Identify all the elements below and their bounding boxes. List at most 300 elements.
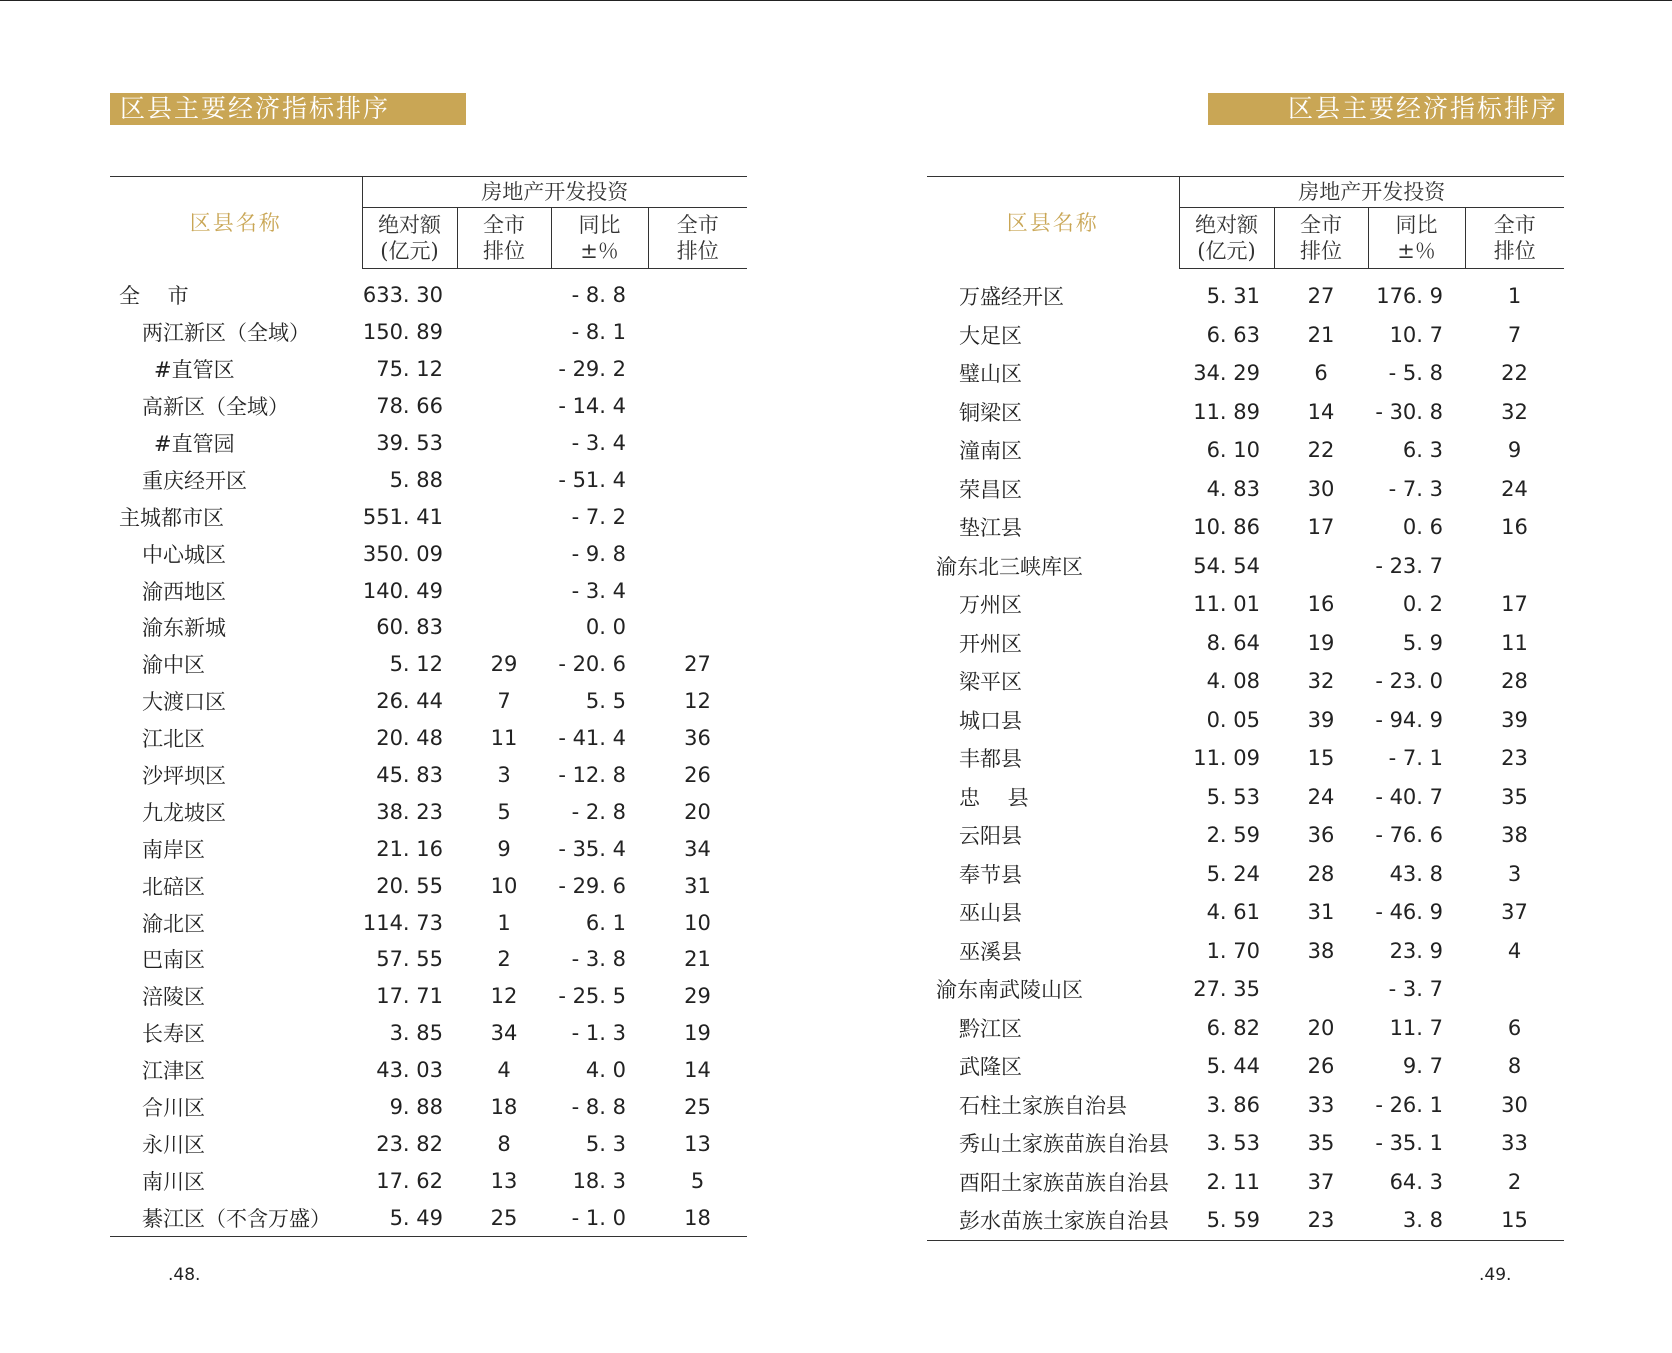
absolute-value-cell: 114. 73	[362, 910, 443, 935]
city-rank-cell: 21	[1307, 322, 1335, 347]
table-body	[927, 269, 1564, 1241]
absolute-value-cell: 150. 89	[362, 320, 443, 345]
city-rank-cell	[1274, 547, 1368, 586]
yoy-rank-cell: 33	[1501, 1131, 1528, 1156]
district-name-cell: 高新区（全域）	[142, 395, 289, 420]
yoy-rank-cell	[648, 572, 747, 609]
yoy-rank-cell: 39	[1501, 707, 1528, 732]
yoy-change-cell: - 35. 1	[1375, 1131, 1443, 1156]
table-row	[927, 932, 1564, 971]
city-rank-cell	[457, 314, 551, 351]
table-row	[927, 739, 1564, 778]
yoy-rank-cell: 21	[684, 947, 711, 972]
absolute-value-cell: 5. 53	[1206, 784, 1260, 809]
yoy-change-cell: - 2. 8	[571, 799, 626, 824]
yoy-rank-cell	[1465, 970, 1564, 1009]
absolute-value-header: 绝对额 (亿元)	[1179, 208, 1274, 269]
yoy-change-cell: - 14. 4	[558, 394, 626, 419]
yoy-change-header: 同比 ±％	[1368, 208, 1465, 269]
city-rank-header: 全市 排位	[457, 208, 551, 269]
yoy-rank-cell: 6	[1507, 1015, 1522, 1040]
district-name-cell: 秀山土家族苗族自治县	[959, 1132, 1169, 1157]
yoy-rank-cell: 22	[1501, 361, 1528, 386]
city-rank-cell: 31	[1307, 900, 1335, 925]
city-rank-cell	[457, 351, 551, 388]
right-page	[927, 0, 1564, 1353]
absolute-value-cell: 140. 49	[362, 578, 443, 603]
district-name-cell: 巴南区	[142, 948, 205, 973]
yoy-rank-cell: 4	[1507, 938, 1522, 963]
district-name-cell: 涪陵区	[142, 985, 205, 1010]
city-rank-cell: 9	[497, 836, 511, 861]
section-banner: 区县主要经济指标排序	[110, 93, 466, 125]
absolute-value-cell: 39. 53	[376, 431, 443, 455]
absolute-value-cell: 1. 70	[1206, 938, 1260, 963]
absolute-value-cell: 6. 82	[1206, 1015, 1260, 1040]
yoy-change-cell: - 7. 2	[571, 504, 626, 529]
district-name-cell: 丰都县	[959, 747, 1022, 772]
yoy-rank-cell: 29	[684, 984, 711, 1009]
district-name-cell: 大渡口区	[142, 690, 226, 715]
city-rank-cell: 5	[497, 799, 511, 824]
table-row	[927, 316, 1564, 355]
yoy-change-cell: 10. 7	[1389, 322, 1443, 347]
yoy-change-cell: - 94. 9	[1375, 707, 1443, 732]
yoy-change-cell: - 41. 4	[558, 726, 626, 751]
district-name-cell: 梁平区	[959, 670, 1022, 695]
yoy-rank-cell	[648, 425, 747, 462]
district-name-cell: 南岸区	[142, 837, 205, 862]
yoy-rank-cell: 11	[1501, 630, 1528, 655]
left-page	[110, 0, 747, 1353]
table-row	[110, 535, 747, 572]
district-name-cell: 全 市	[119, 284, 189, 309]
district-name-cell: 垫江县	[959, 516, 1022, 541]
district-name-cell: 南川区	[142, 1169, 205, 1194]
district-name-cell: 永川区	[142, 1132, 205, 1157]
city-rank-cell: 27	[1307, 284, 1335, 309]
yoy-change-cell: - 23. 7	[1375, 553, 1443, 578]
city-rank-cell	[457, 572, 551, 609]
city-rank-cell: 13	[490, 1168, 518, 1193]
city-rank-cell: 20	[1307, 1015, 1335, 1040]
city-rank-cell: 26	[1307, 1054, 1335, 1079]
district-name-cell: 璧山区	[959, 362, 1022, 387]
table-row	[927, 778, 1564, 817]
absolute-value-cell: 4. 61	[1206, 900, 1260, 925]
yoy-change-cell: 0. 2	[1402, 592, 1443, 617]
table-row	[927, 508, 1564, 547]
city-rank-cell: 23	[1307, 1208, 1335, 1233]
district-name-cell: 渝东北三峡库区	[936, 554, 1083, 579]
city-rank-cell: 22	[1307, 438, 1335, 463]
yoy-change-cell: - 40. 7	[1375, 784, 1443, 809]
city-rank-cell: 7	[497, 689, 511, 714]
district-name-cell: #直管园	[154, 432, 235, 456]
indicator-table	[927, 176, 1564, 1241]
table-row	[927, 1124, 1564, 1163]
yoy-change-cell: - 7. 1	[1388, 746, 1443, 771]
yoy-rank-cell	[1465, 547, 1564, 586]
city-rank-cell: 30	[1307, 476, 1335, 501]
yoy-change-cell: - 76. 6	[1375, 823, 1443, 848]
yoy-change-cell: - 9. 8	[571, 541, 626, 566]
table-row	[110, 1199, 747, 1236]
absolute-value-cell: 8. 64	[1206, 630, 1260, 655]
table-row	[927, 1086, 1564, 1125]
yoy-rank-cell: 16	[1501, 515, 1528, 540]
absolute-value-cell: 0. 05	[1206, 707, 1260, 732]
yoy-change-cell: - 3. 4	[571, 431, 626, 455]
yoy-change-cell: - 29. 2	[558, 357, 626, 382]
district-name-cell: 渝东南武陵山区	[936, 978, 1083, 1003]
yoy-rank-cell: 14	[684, 1058, 711, 1083]
table-row	[110, 830, 747, 867]
yoy-rank-cell: 28	[1501, 669, 1528, 694]
table-row	[110, 425, 747, 462]
table-row	[927, 1163, 1564, 1202]
city-rank-cell: 17	[1307, 515, 1335, 540]
table-row	[110, 757, 747, 794]
city-rank-cell: 15	[1307, 746, 1335, 771]
yoy-rank-cell: 36	[684, 726, 711, 751]
district-name-cell: 彭水苗族土家族自治县	[959, 1209, 1169, 1234]
table-row	[927, 1009, 1564, 1048]
yoy-change-cell: - 1. 3	[571, 1021, 626, 1046]
district-name-cell: 渝西地区	[142, 579, 226, 604]
city-rank-cell: 2	[497, 947, 511, 972]
absolute-value-cell: 20. 48	[376, 726, 443, 751]
absolute-value-cell: 26. 44	[376, 689, 443, 714]
yoy-rank-cell: 10	[684, 910, 711, 935]
table-row	[110, 609, 747, 646]
table-row	[110, 941, 747, 978]
absolute-value-cell: 3. 53	[1206, 1131, 1260, 1156]
table-row	[110, 720, 747, 757]
yoy-change-cell: - 5. 8	[1388, 361, 1443, 386]
city-rank-cell: 37	[1307, 1169, 1335, 1194]
absolute-value-cell: 5. 31	[1206, 284, 1260, 309]
absolute-value-cell: 27. 35	[1193, 977, 1260, 1002]
district-name-cell: 中心城区	[142, 542, 226, 567]
table-row	[110, 1015, 747, 1052]
yoy-rank-cell: 35	[1501, 784, 1528, 809]
district-name-cell: 城口县	[959, 708, 1022, 733]
yoy-change-cell: - 29. 6	[558, 873, 626, 898]
district-name-cell: 九龙坡区	[142, 800, 226, 825]
yoy-rank-cell	[648, 498, 747, 535]
absolute-value-cell: 5. 59	[1206, 1208, 1260, 1233]
district-name-cell: 主城都市区	[119, 505, 224, 530]
yoy-rank-cell: 30	[1501, 1092, 1528, 1117]
yoy-change-cell: 5. 9	[1402, 630, 1443, 655]
table-row	[927, 393, 1564, 432]
yoy-change-cell: 18. 3	[572, 1168, 626, 1193]
yoy-rank-cell: 1	[1507, 284, 1522, 309]
yoy-change-cell: 23. 9	[1389, 938, 1443, 963]
yoy-rank-cell	[648, 609, 747, 646]
table-row	[110, 1052, 747, 1089]
table-row	[110, 1162, 747, 1199]
page-number: .49.	[1479, 1265, 1512, 1285]
yoy-change-cell: - 8. 8	[571, 1095, 626, 1120]
yoy-rank-cell: 12	[684, 689, 711, 714]
city-rank-cell: 28	[1307, 861, 1335, 886]
district-name-cell: 北碚区	[142, 874, 205, 899]
district-name-cell: 奉节县	[959, 862, 1022, 887]
district-name-cell: 开州区	[959, 631, 1022, 656]
absolute-value-cell: 11. 09	[1193, 746, 1260, 771]
yoy-change-cell: 64. 3	[1389, 1169, 1443, 1194]
table-row	[110, 572, 747, 609]
yoy-change-cell: 11. 7	[1389, 1015, 1443, 1040]
table-row	[927, 701, 1564, 740]
city-rank-cell: 38	[1307, 938, 1335, 963]
yoy-change-cell: 0. 6	[1402, 515, 1443, 540]
yoy-change-cell: 3. 8	[1402, 1208, 1443, 1233]
table-row	[927, 662, 1564, 701]
yoy-change-cell: - 3. 7	[1388, 977, 1443, 1002]
district-name-cell: 长寿区	[142, 1022, 205, 1047]
yoy-change-cell: - 3. 4	[571, 578, 626, 603]
city-rank-cell: 8	[497, 1131, 511, 1156]
district-name-cell: 綦江区（不含万盛）	[142, 1206, 331, 1231]
table-row	[927, 893, 1564, 932]
absolute-value-cell: 5. 12	[389, 652, 443, 677]
table-row	[110, 269, 747, 314]
yoy-change-cell: - 1. 0	[571, 1205, 626, 1230]
table-row	[927, 547, 1564, 586]
table-row	[927, 470, 1564, 509]
table-row	[110, 388, 747, 425]
yoy-rank-cell	[648, 461, 747, 498]
absolute-value-cell: 6. 10	[1206, 438, 1260, 463]
city-rank-cell: 34	[490, 1021, 518, 1046]
city-rank-cell	[457, 388, 551, 425]
yoy-rank-cell: 25	[684, 1095, 711, 1120]
table-row	[110, 314, 747, 351]
table-row	[110, 683, 747, 720]
yoy-change-cell: 176. 9	[1376, 284, 1443, 309]
yoy-change-cell: - 20. 6	[558, 652, 626, 677]
yoy-change-cell: - 25. 5	[558, 984, 626, 1009]
absolute-value-cell: 11. 01	[1193, 592, 1260, 617]
district-name-cell: 渝北区	[142, 911, 205, 936]
absolute-value-cell: 43. 03	[376, 1058, 443, 1083]
yoy-rank-cell: 5	[690, 1168, 705, 1193]
city-rank-cell: 36	[1307, 823, 1335, 848]
district-name-cell: #直管区	[154, 358, 235, 383]
yoy-rank-cell: 26	[684, 763, 711, 788]
city-rank-cell: 4	[497, 1058, 511, 1083]
absolute-value-cell: 4. 08	[1206, 669, 1260, 694]
absolute-value-cell: 21. 16	[376, 836, 443, 861]
table-row	[110, 978, 747, 1015]
absolute-value-cell: 9. 88	[389, 1095, 443, 1120]
yoy-change-cell: 6. 3	[1402, 438, 1443, 463]
yoy-change-cell: - 8. 1	[571, 320, 626, 345]
table-row	[927, 855, 1564, 894]
table-row	[110, 904, 747, 941]
yoy-rank-cell: 9	[1507, 438, 1522, 463]
absolute-value-cell: 4. 83	[1206, 476, 1260, 501]
table-row	[927, 585, 1564, 624]
absolute-value-cell: 633. 30	[362, 283, 443, 308]
table-row	[110, 867, 747, 904]
absolute-value-cell: 60. 83	[376, 615, 443, 640]
district-name-cell: 重庆经开区	[142, 468, 247, 493]
district-name-cell: 万盛经开区	[959, 285, 1064, 309]
district-name-cell: 合川区	[142, 1096, 205, 1121]
absolute-value-cell: 5. 49	[389, 1205, 443, 1230]
city-rank-cell: 10	[490, 873, 518, 898]
yoy-change-cell: 0. 0	[585, 615, 626, 640]
absolute-value-cell: 5. 88	[389, 467, 443, 492]
absolute-value-cell: 3. 86	[1206, 1092, 1260, 1117]
district-name-header: 区县名称	[1006, 210, 1099, 235]
yoy-rank-cell: 15	[1501, 1208, 1528, 1233]
table-row	[927, 970, 1564, 1009]
absolute-value-cell: 11. 89	[1193, 399, 1260, 424]
district-name-cell: 沙坪坝区	[142, 764, 226, 789]
yoy-rank-cell: 13	[684, 1131, 711, 1156]
absolute-value-cell: 75. 12	[376, 357, 443, 382]
table-row	[927, 354, 1564, 393]
absolute-value-cell: 78. 66	[376, 394, 443, 419]
yoy-rank-header: 全市 排位	[648, 208, 747, 269]
table-row	[110, 461, 747, 498]
table-row	[927, 624, 1564, 663]
yoy-change-cell: 5. 5	[585, 689, 626, 714]
absolute-value-cell: 5. 44	[1206, 1054, 1260, 1079]
yoy-change-cell: - 30. 8	[1375, 399, 1443, 424]
district-name-cell: 忠 县	[959, 785, 1029, 810]
yoy-change-cell: 6. 1	[585, 910, 626, 935]
city-rank-cell: 33	[1307, 1092, 1335, 1117]
real-estate-investment-header: 房地产开发投资	[362, 177, 747, 208]
city-rank-cell: 35	[1307, 1131, 1335, 1156]
indicator-table	[110, 176, 747, 1237]
district-name-cell: 大足区	[959, 323, 1022, 348]
yoy-change-cell: - 3. 8	[571, 947, 626, 972]
yoy-rank-cell: 32	[1501, 399, 1528, 424]
absolute-value-cell: 38. 23	[376, 799, 443, 824]
yoy-change-cell: - 8. 8	[571, 283, 626, 308]
table-row	[110, 351, 747, 388]
yoy-rank-header: 全市 排位	[1465, 208, 1564, 269]
city-rank-cell: 12	[490, 984, 518, 1009]
absolute-value-cell: 6. 63	[1206, 322, 1260, 347]
yoy-rank-cell: 7	[1507, 322, 1522, 347]
city-rank-cell: 16	[1307, 592, 1335, 617]
yoy-change-header: 同比 ±％	[551, 208, 648, 269]
city-rank-header: 全市 排位	[1274, 208, 1368, 269]
yoy-change-cell: 5. 3	[585, 1131, 626, 1156]
yoy-rank-cell: 19	[684, 1021, 711, 1046]
absolute-value-cell: 2. 59	[1206, 823, 1260, 848]
table-row	[927, 431, 1564, 470]
yoy-rank-cell	[648, 351, 747, 388]
city-rank-cell: 14	[1307, 399, 1335, 424]
table-body	[110, 269, 747, 1237]
district-name-cell: 万州区	[959, 593, 1022, 618]
district-name-cell: 酉阳土家族苗族自治县	[959, 1170, 1169, 1195]
table-row	[927, 816, 1564, 855]
table-row	[110, 1089, 747, 1126]
yoy-rank-cell: 31	[684, 873, 711, 898]
table-row	[110, 498, 747, 535]
district-name-cell: 渝中区	[142, 653, 205, 678]
district-name-cell: 荣昌区	[959, 477, 1022, 502]
district-name-cell: 黔江区	[959, 1016, 1022, 1041]
yoy-change-cell: - 35. 4	[558, 836, 626, 861]
table-row	[927, 1201, 1564, 1240]
city-rank-cell	[1274, 970, 1368, 1009]
page-number: .48.	[168, 1265, 201, 1285]
district-name-cell: 武隆区	[959, 1055, 1022, 1080]
city-rank-cell: 18	[490, 1095, 518, 1120]
district-name-cell: 巫山县	[959, 901, 1022, 926]
city-rank-cell: 39	[1307, 707, 1335, 732]
city-rank-cell	[457, 535, 551, 572]
city-rank-cell: 19	[1307, 630, 1335, 655]
city-rank-cell	[457, 609, 551, 646]
yoy-change-cell: - 46. 9	[1375, 900, 1443, 925]
city-rank-cell	[457, 498, 551, 535]
absolute-value-cell: 10. 86	[1193, 515, 1260, 540]
yoy-rank-cell: 20	[684, 799, 711, 824]
city-rank-cell: 32	[1307, 669, 1335, 694]
absolute-value-cell: 2. 11	[1206, 1169, 1260, 1194]
yoy-rank-cell: 37	[1501, 900, 1528, 925]
district-name-cell: 江津区	[142, 1059, 205, 1084]
absolute-value-cell: 3. 85	[389, 1021, 443, 1046]
absolute-value-cell: 551. 41	[362, 504, 443, 529]
yoy-rank-cell: 8	[1507, 1054, 1522, 1079]
yoy-rank-cell: 34	[684, 836, 711, 861]
city-rank-cell: 29	[490, 652, 518, 677]
yoy-rank-cell: 24	[1501, 476, 1528, 501]
yoy-change-cell: - 51. 4	[558, 467, 626, 492]
district-name-cell: 铜梁区	[959, 400, 1022, 425]
yoy-rank-cell: 2	[1507, 1169, 1522, 1194]
district-name-cell: 云阳县	[959, 824, 1022, 849]
city-rank-cell	[457, 269, 551, 314]
yoy-change-cell: 9. 7	[1402, 1054, 1443, 1079]
yoy-rank-cell	[648, 269, 747, 314]
table-row	[110, 1125, 747, 1162]
table-row	[110, 793, 747, 830]
city-rank-cell: 25	[490, 1205, 518, 1230]
absolute-value-cell: 5. 24	[1206, 861, 1260, 886]
district-name-cell: 石柱土家族自治县	[959, 1093, 1127, 1118]
city-rank-cell: 24	[1307, 784, 1335, 809]
district-name-cell: 渝东新城	[142, 616, 226, 641]
city-rank-cell: 1	[497, 910, 511, 935]
absolute-value-cell: 20. 55	[376, 873, 443, 898]
yoy-rank-cell: 23	[1501, 746, 1528, 771]
city-rank-cell: 11	[490, 726, 518, 751]
yoy-rank-cell	[648, 388, 747, 425]
table-row	[110, 646, 747, 683]
absolute-value-cell: 350. 09	[362, 541, 443, 566]
absolute-value-cell: 17. 62	[376, 1168, 443, 1193]
district-name-cell: 巫溪县	[959, 939, 1022, 964]
yoy-rank-cell: 3	[1507, 861, 1522, 886]
yoy-rank-cell: 38	[1501, 823, 1528, 848]
absolute-value-cell: 17. 71	[376, 984, 443, 1009]
district-name-cell: 江北区	[142, 727, 205, 752]
